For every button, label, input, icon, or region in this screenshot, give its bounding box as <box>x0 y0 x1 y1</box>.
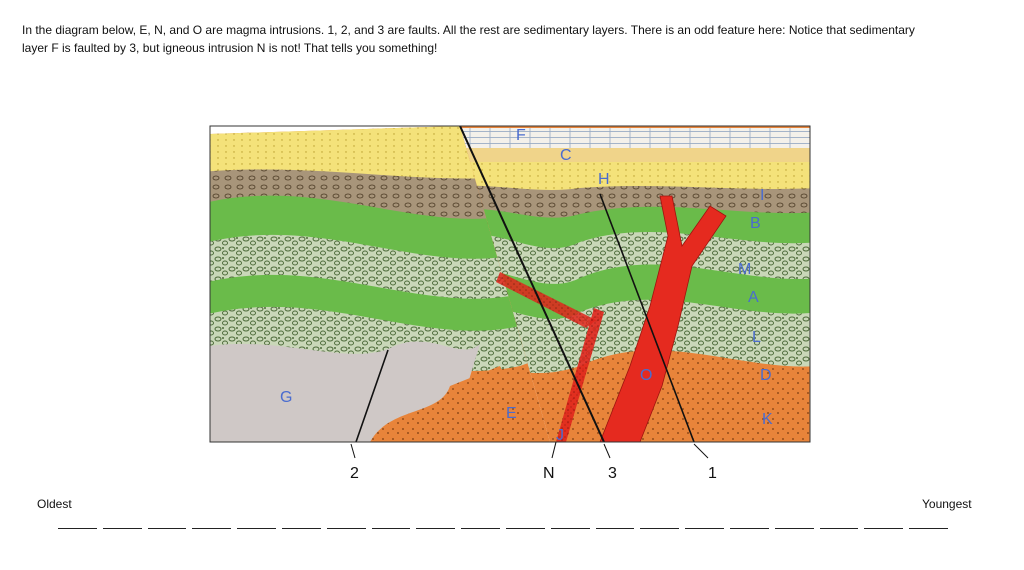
oldest-label: Oldest <box>37 497 72 511</box>
unit-l-label: L <box>752 329 761 346</box>
unit-f-label: F <box>516 127 526 144</box>
question-line-2: layer F is faulted by 3, but igneous intrusion N is not! That tells you something! <box>22 41 438 55</box>
answer-blank[interactable] <box>103 528 142 529</box>
answer-blank[interactable] <box>551 528 590 529</box>
unit-i-label: I <box>760 187 765 204</box>
answer-blank[interactable] <box>909 528 948 529</box>
unit-g-label: G <box>280 389 293 406</box>
unit-c-label: C <box>560 147 572 164</box>
unit-d-label: D <box>760 367 772 384</box>
answer-blank[interactable] <box>864 528 903 529</box>
unit-b-label: B <box>750 215 761 232</box>
answer-blank[interactable] <box>372 528 411 529</box>
answer-blank[interactable] <box>685 528 724 529</box>
answer-blank[interactable] <box>506 528 545 529</box>
answer-blank[interactable] <box>596 528 635 529</box>
answer-blank[interactable] <box>237 528 276 529</box>
unit-e-label: E <box>506 405 517 422</box>
answer-blank[interactable] <box>58 528 97 529</box>
answer-blanks <box>58 528 948 529</box>
question-text <box>22 21 1007 57</box>
answer-blank[interactable] <box>327 528 366 529</box>
answer-blank[interactable] <box>461 528 500 529</box>
unit-a-label: A <box>748 289 759 306</box>
answer-blank[interactable] <box>416 528 455 529</box>
answer-blank[interactable] <box>192 528 231 529</box>
unit-o-label: O <box>640 367 653 384</box>
answer-blank[interactable] <box>775 528 814 529</box>
fault-2-label: 2 <box>350 465 359 482</box>
answer-blank[interactable] <box>282 528 321 529</box>
intrusion-n-label: N <box>543 465 555 482</box>
answer-blank[interactable] <box>148 528 187 529</box>
unit-h-label: H <box>598 171 610 188</box>
question-line-1: In the diagram below, E, N, and O are magma intrusions. 1, 2, and 3 are faults. All the rest are sedimentary layers. There is an odd feature here: Notice that sedimentary <box>22 23 915 37</box>
unit-k-label: K <box>762 411 773 428</box>
geologic-cross-section <box>200 66 820 486</box>
youngest-label: Youngest <box>922 497 972 511</box>
fault-3-label: 3 <box>608 465 617 482</box>
fault-1-label: 1 <box>708 465 717 482</box>
unit-m-label: M <box>738 261 752 278</box>
unit-j-label: J <box>556 427 564 444</box>
answer-blank[interactable] <box>820 528 859 529</box>
answer-blank[interactable] <box>640 528 679 529</box>
answer-blank[interactable] <box>730 528 769 529</box>
